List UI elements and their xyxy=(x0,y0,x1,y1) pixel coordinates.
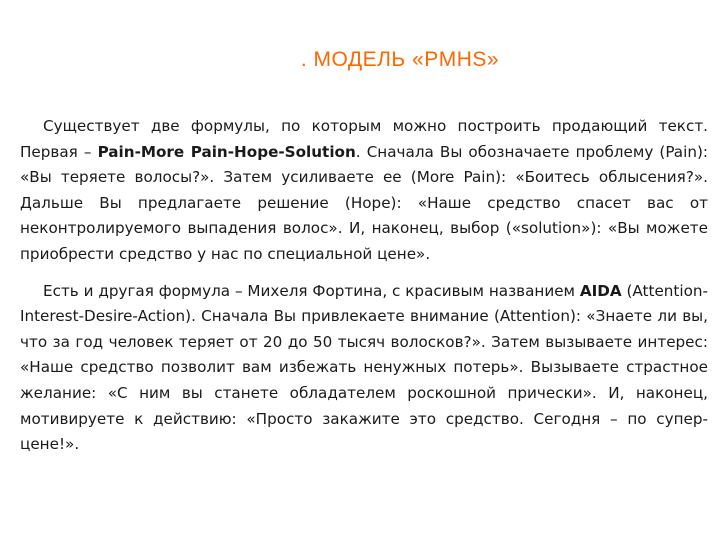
pmhs-formula: Pain-More Pain-Hope-Solution xyxy=(97,142,356,161)
paragraph-aida xyxy=(20,279,708,458)
slide-title: . МОДЕЛЬ «PMHS» xyxy=(300,48,500,71)
paragraph-pmhs xyxy=(20,114,708,268)
slide-body xyxy=(20,114,708,469)
aida-formula: AIDA xyxy=(579,281,622,300)
paragraph-aida-body: (Attention-Interest-Desire-Action). Сначала Вы привлекаете внимание (Attention): «Знаете ли вы, что за год человек теряет от 20 до 50 тысяч волосков?». Затем вызываете интерес: «Наше средство позволит вам избежать ненужных потерь». Вызываете страстное желание: «С ним вы станете обладателем роскошной прически». И, наконец, мотивируете к действию: «Просто закажите это средство. Сегодня – по супер-цене!». xyxy=(20,281,708,454)
paragraph-pmhs-body: . Сначала Вы обозначаете проблему (Pain): «Вы теряете волосы?». Затем усиливаете ее (More Pain): «Боитесь облысения?». Дальше Вы предлагаете решение (Hope): «Наше средство спасет вас от неконтролируемого выпадения волос». И, наконец, выбор («solution»): «Вы можете приобрести средство у нас по специальной цене». xyxy=(20,142,708,263)
paragraph-aida-intro: Есть и другая формула – Михеля Фортина, с красивым названием xyxy=(43,281,580,300)
paragraph-pmhs-intro: Существует две формулы, по которым можно построить продающий текст. Первая – xyxy=(20,117,708,161)
